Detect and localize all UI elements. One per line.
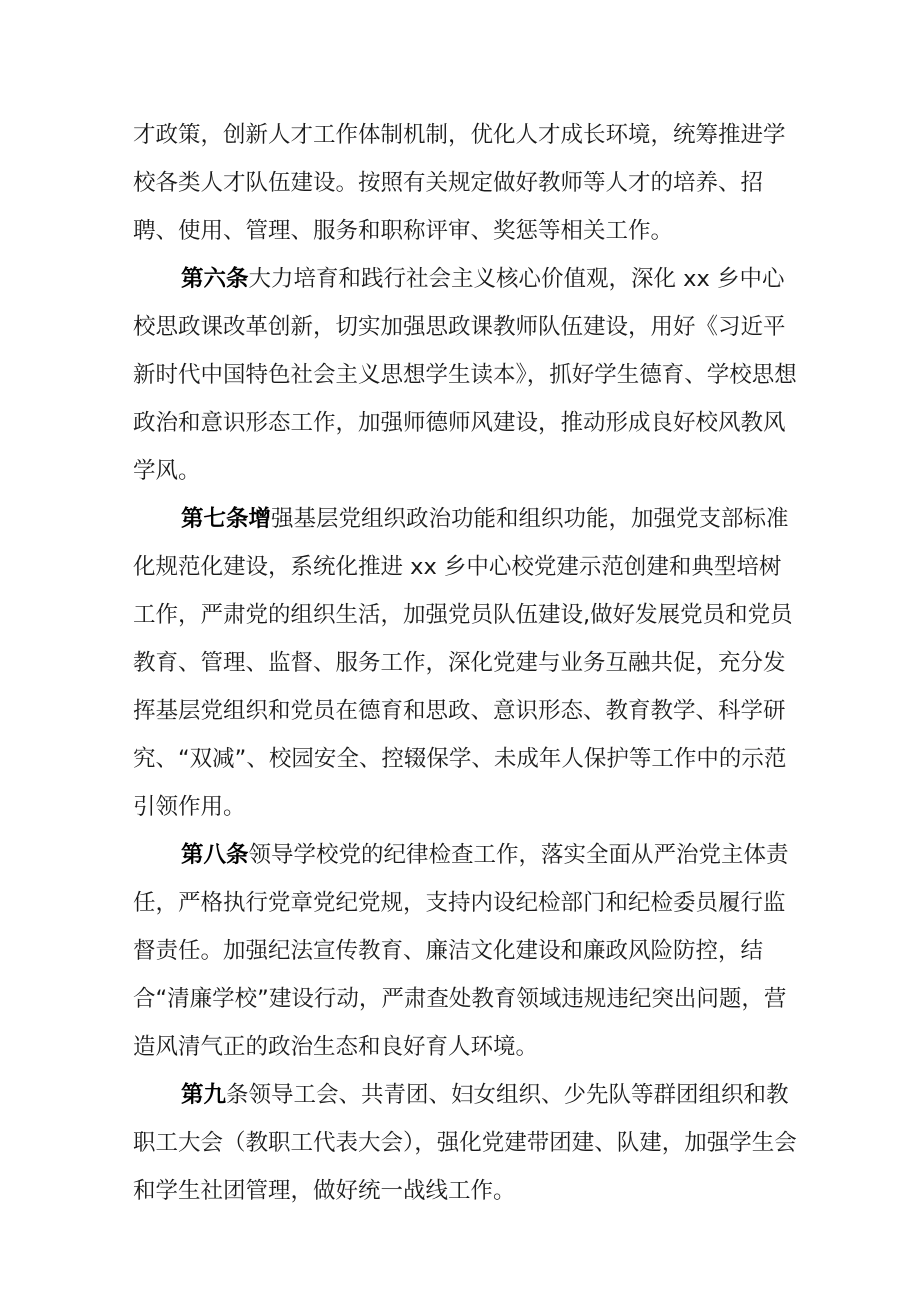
document-body [133,111,803,1215]
paragraph-continued-text: 才政策，创新人才工作体制机制，优化人才成长环境，统筹推进学校各类人才队伍建设。按照有关规定做好教师等人才的培养、招聘、使用、管理、服务和职称评审、奖惩等相关工作。 [133,122,786,244]
article-6-title: 第六条 [181,266,249,292]
article-7-paragraph [133,495,803,831]
article-9-text: 条领导工会、共青团、妇女组织、少先队等群团组织和教职工大会（教职工代表大会），强化党建带团建、队建，加强学生会和学生社团管理，做好统一战线工作。 [133,1082,797,1204]
article-7-text: 强基层党组织政治功能和组织功能，加强党支部标准化规范化建设，系统化推进 xx 乡中心校党建示范创建和典型培树工作，严肃党的组织生活，加强党员队伍建设,做好发展党员和党员教育、管理、监督、服务工作，深化党建与业务互融共促，充分发挥基层党组织和党员在德育和思政、意识形态、教育教学、科学研究、“双减”、校园安全、控辍保学、未成年人保护等工作中的示范引领作用。 [133,506,793,820]
article-8-paragraph [133,831,803,1071]
article-6-paragraph [133,255,803,495]
article-6-text: 大力培育和践行社会主义核心价值观，深化 xx 乡中心校思政课改革创新，切实加强思政课教师队伍建设，用好《习近平新时代中国特色社会主义思想学生读本》，抓好学生德育、学校思想政治和意识形态工作，加强师德师风建设，推动形成良好校风教风学风。 [133,266,797,484]
article-8-text: 领导学校党的纪律检查工作，落实全面从严治党主体责任，严格执行党章党纪党规，支持内设纪检部门和纪检委员履行监督责任。加强纪法宣传教育、廉洁文化建设和廉政风险防控，结合“清廉学校”建设行动，严肃查处教育领域违规违纪突出问题，营造风清气正的政治生态和良好育人环境。 [133,842,789,1060]
article-8-title: 第八条 [181,842,249,868]
article-9-paragraph [133,1071,803,1215]
paragraph-continued [133,111,803,255]
article-9-title: 第九 [181,1082,227,1108]
article-7-title: 第七条增 [181,506,272,532]
